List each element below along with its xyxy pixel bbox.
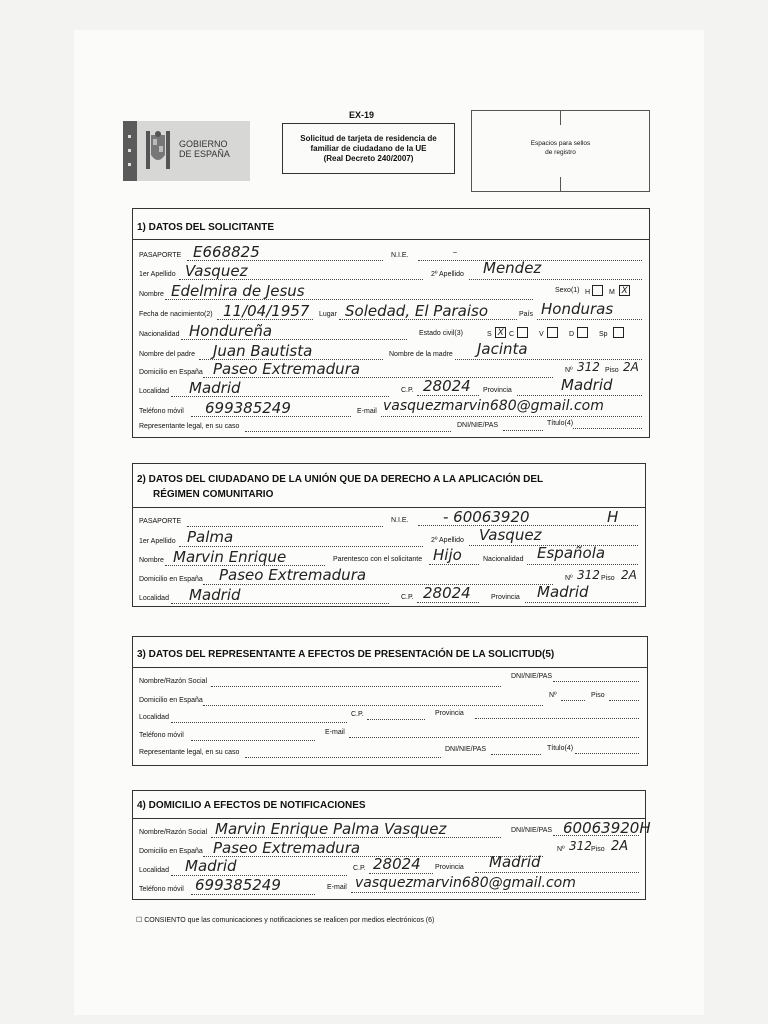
province-value[interactable]: Madrid	[561, 376, 613, 394]
label: Nº	[565, 575, 573, 582]
civil-d-checkbox[interactable]	[577, 327, 588, 338]
father-name-value[interactable]: Juan Bautista	[213, 342, 313, 360]
passport-value[interactable]: E668825	[193, 243, 260, 261]
notif-locality-value[interactable]: Madrid	[185, 857, 237, 875]
label: Parentesco con el solicitante	[333, 556, 423, 563]
label: Nombre del padre	[139, 351, 196, 358]
section-title: RÉGIMEN COMUNITARIO	[153, 489, 274, 500]
form-title-line: Solicitud de tarjeta de residencia de	[300, 133, 437, 143]
label: 2º Apellido	[431, 537, 464, 544]
gobierno-logo	[123, 121, 250, 181]
eu-name-value[interactable]: Marvin Enrique	[173, 548, 287, 566]
civil-c-checkbox[interactable]	[517, 327, 528, 338]
label: Provincia	[435, 710, 464, 717]
label: Nacionalidad	[483, 556, 524, 563]
label: Piso	[591, 846, 605, 853]
eu-province-value[interactable]: Madrid	[537, 583, 589, 601]
stamp-label: de registro	[545, 149, 576, 156]
section-eu-citizen	[132, 463, 646, 607]
notif-number-value[interactable]: 312	[569, 839, 592, 853]
label: C.P.	[351, 711, 364, 718]
label: Provincia	[483, 387, 512, 394]
label: V	[539, 331, 544, 338]
label: Nacionalidad	[139, 331, 180, 338]
phone-value[interactable]: 699385249	[205, 399, 291, 417]
label: Título(4)	[547, 420, 574, 427]
eu-address-number-value[interactable]: 312	[577, 568, 600, 582]
label: E-mail	[325, 729, 345, 736]
label: C.P.	[401, 387, 414, 394]
label: DNI/NIE/PAS	[511, 673, 553, 680]
notif-postal-code-value[interactable]: 28024	[373, 855, 421, 873]
label: Nombre de la madre	[389, 351, 453, 358]
label: Lugar	[319, 311, 337, 318]
civil-sp-checkbox[interactable]	[613, 327, 624, 338]
label: Domicilio en España	[139, 576, 203, 583]
label: Estado civil(3)	[419, 330, 463, 337]
section-applicant	[132, 208, 650, 438]
label: C.P.	[401, 594, 414, 601]
form-code: EX-19	[349, 110, 375, 120]
address-number-value[interactable]: 312	[577, 360, 600, 374]
label: Representante legal, en su caso	[139, 749, 240, 756]
label: C	[509, 331, 515, 338]
eu-floor-value[interactable]: 2A	[621, 568, 637, 582]
section-notification-address	[132, 790, 651, 900]
civil-v-checkbox[interactable]	[547, 327, 558, 338]
email-value[interactable]: vasquezmarvin680@gmail.com	[383, 398, 604, 414]
locality-value[interactable]: Madrid	[189, 379, 241, 397]
notif-phone-value[interactable]: 699385249	[195, 876, 281, 894]
label: Nº	[565, 367, 573, 374]
form-title-box	[282, 123, 455, 174]
label: Nombre	[139, 557, 164, 564]
label: Teléfono móvil	[139, 732, 184, 739]
label: DNI/NIE/PAS	[511, 827, 553, 834]
surname1-value[interactable]: Vasquez	[185, 262, 248, 280]
birthdate-value[interactable]: 11/04/1957	[223, 302, 310, 320]
label: Sp	[599, 331, 608, 338]
sex-h-checkbox[interactable]	[592, 285, 603, 296]
label: Domicilio en España	[139, 848, 203, 855]
label: Nº	[557, 846, 565, 853]
label: País	[519, 311, 534, 318]
label: H	[585, 289, 591, 296]
label: Nombre	[139, 291, 164, 298]
label: Piso	[591, 692, 605, 699]
mother-name-value[interactable]: Jacinta	[477, 340, 528, 358]
label: C.P.	[353, 865, 366, 872]
relationship-value[interactable]: Hijo	[433, 546, 462, 564]
eu-locality-value[interactable]: Madrid	[189, 586, 241, 604]
section-representative	[132, 636, 648, 766]
section-title: 2) DATOS DEL CIUDADANO DE LA UNIÓN QUE DA DERECHO A LA APLICACIÓN DEL	[137, 474, 544, 485]
label: Localidad	[139, 867, 169, 874]
label: Provincia	[491, 594, 520, 601]
nationality-value[interactable]: Hondureña	[189, 322, 273, 340]
surname2-value[interactable]: Mendez	[483, 259, 542, 277]
notif-dni-value[interactable]: 60063920H	[563, 819, 651, 837]
consent-checkbox-label[interactable]: ☐ CONSIENTO que las comunicaciones y notificaciones se realicen por medios electrónicos (6)	[136, 917, 435, 924]
section-title: 1) DATOS DEL SOLICITANTE	[137, 222, 275, 233]
form-title-line: familiar de ciudadano de la UE	[310, 143, 427, 153]
label: E-mail	[327, 884, 347, 891]
label: E-mail	[357, 408, 377, 415]
label: Fecha de nacimiento(2)	[139, 311, 213, 318]
label: Representante legal, en su caso	[139, 423, 240, 430]
notif-address-value[interactable]: Paseo Extremadura	[213, 839, 361, 857]
label: 1er Apellido	[139, 538, 176, 545]
label: Título(4)	[547, 745, 574, 752]
registry-stamp-box	[471, 110, 650, 192]
form-title-line: (Real Decreto 240/2007)	[323, 153, 414, 163]
label: Piso	[605, 367, 619, 374]
label: N.I.E.	[391, 517, 409, 524]
eu-surname1-value[interactable]: Palma	[187, 528, 234, 546]
notif-name-value[interactable]: Marvin Enrique Palma Vasquez	[215, 820, 447, 838]
label: M	[609, 289, 615, 296]
label: Nombre/Razón Social	[139, 829, 208, 836]
nie-dash: –	[453, 249, 457, 256]
label: Nº	[549, 692, 557, 699]
notif-province-value[interactable]: Madrid	[489, 853, 541, 871]
eu-postal-code-value[interactable]: 28024	[423, 584, 471, 602]
label: DNI/NIE/PAS	[445, 746, 487, 753]
label: Localidad	[139, 595, 169, 602]
label: PASAPORTE	[139, 518, 182, 525]
eu-nie-value[interactable]: - 60063920	[443, 508, 530, 526]
civil-s-checkbox[interactable]: X	[495, 327, 506, 338]
postal-code-value[interactable]: 28024	[423, 377, 471, 395]
coat-of-arms-icon	[143, 129, 173, 173]
section-title: 3) DATOS DEL REPRESENTANTE A EFECTOS DE PRESENTACIÓN DE LA SOLICITUD(5)	[137, 649, 555, 660]
label: S	[487, 331, 492, 338]
label: 1er Apellido	[139, 271, 176, 278]
label: 2º Apellido	[431, 271, 464, 278]
label: PASAPORTE	[139, 252, 182, 259]
eu-nie-letter[interactable]: H	[607, 508, 619, 526]
label: Teléfono móvil	[139, 408, 184, 415]
birthplace-value[interactable]: Soledad, El Paraiso	[345, 302, 489, 320]
address-value[interactable]: Paseo Extremadura	[213, 360, 361, 378]
label: Domicilio en España	[139, 369, 203, 376]
notif-floor-value[interactable]: 2A	[611, 839, 629, 854]
label: Teléfono móvil	[139, 886, 184, 893]
section-title: 4) DOMICILIO A EFECTOS DE NOTIFICACIONES	[137, 800, 366, 811]
stamp-label: Espacios para sellos	[530, 140, 591, 147]
label: Provincia	[435, 864, 464, 871]
notif-email-value[interactable]: vasquezmarvin680@gmail.com	[355, 875, 576, 891]
label: Localidad	[139, 388, 169, 395]
logo-line-1: GOBIERNO	[179, 139, 228, 149]
name-value[interactable]: Edelmira de Jesus	[171, 282, 305, 300]
label: D	[569, 331, 575, 338]
country-value[interactable]: Honduras	[541, 300, 614, 318]
floor-value[interactable]: 2A	[623, 360, 639, 374]
eu-nationality-value[interactable]: Española	[537, 544, 606, 562]
label: Localidad	[139, 714, 169, 721]
label: Piso	[601, 575, 615, 582]
label: Nombre/Razón Social	[139, 678, 208, 685]
eu-address-value[interactable]: Paseo Extremadura	[219, 566, 367, 584]
sex-m-checkbox[interactable]: X	[619, 285, 630, 296]
label: DNI/NIE/PAS	[457, 422, 499, 429]
eu-surname2-value[interactable]: Vasquez	[479, 526, 542, 544]
logo-line-2: DE ESPAÑA	[179, 149, 230, 159]
label: Sexo(1)	[555, 287, 580, 294]
label: Domicilio en España	[139, 697, 203, 704]
label: N.I.E.	[391, 252, 409, 259]
